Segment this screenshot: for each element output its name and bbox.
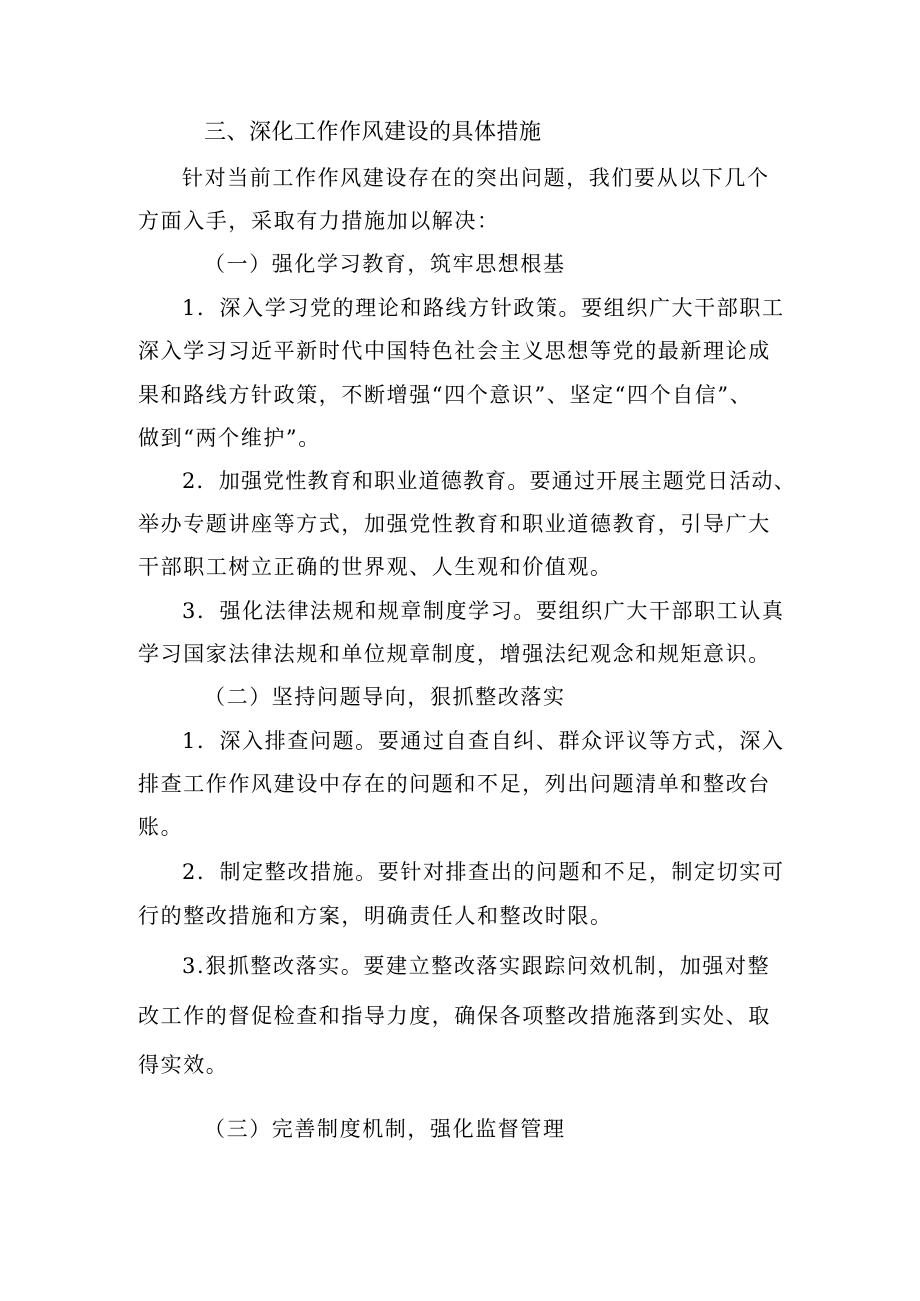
paragraph-line: 1．深入学习党的理论和路线方针政策。要组织广大干部职工 <box>182 296 785 320</box>
paragraph-line: 3．强化法律法规和规章制度学习。要组织广大干部职工认真 <box>182 599 785 623</box>
paragraph-line: 深入学习习近平新时代中国特色社会主义思想等党的最新理论成 <box>138 339 771 363</box>
paragraph-line: 改工作的督促检查和指导力度，确保各项整改措施落到实处、取 <box>138 1004 771 1028</box>
paragraph-line: 学习国家法律法规和单位规章制度，增强法纪观念和规矩意识。 <box>138 642 771 666</box>
intro-line: 针对当前工作作风建设存在的突出问题，我们要从以下几个 <box>182 166 770 190</box>
intro-line: 方面入手，采取有力措施加以解决： <box>138 209 500 233</box>
subsection-title: （三）完善制度机制，强化监督管理 <box>204 1117 566 1141</box>
section-heading: 三、深化工作作风建设的具体措施 <box>204 120 542 145</box>
subsection-title: （二）坚持问题导向，狠抓整改落实 <box>204 685 566 709</box>
paragraph-line: 2．加强党性教育和职业道德教育。要通过开展主题党日活动、 <box>182 469 796 493</box>
subsection-title: （一）强化学习教育，筑牢思想根基 <box>204 252 566 276</box>
document-page <box>138 0 798 1301</box>
paragraph-line: 排查工作作风建设中存在的问题和不足，列出问题清单和整改台 <box>138 772 771 796</box>
paragraph-line: 干部职工树立正确的世界观、人生观和价值观。 <box>138 555 613 579</box>
paragraph-line: 举办专题讲座等方式，加强党性教育和职业道德教育，引导广大 <box>138 512 771 536</box>
paragraph-line: 账。 <box>138 815 184 839</box>
paragraph-line: 1．深入排查问题。要通过自查自纠、群众评议等方式，深入 <box>182 729 785 753</box>
paragraph-line: 3.狠抓整改落实。要建立整改落实跟踪问效机制，加强对整 <box>182 954 771 978</box>
paragraph-line: 得实效。 <box>138 1053 229 1077</box>
paragraph-line: 2．制定整改措施。要针对排查出的问题和不足，制定切实可 <box>182 860 785 884</box>
paragraph-line: 果和路线方针政策，不断增强“四个意识”、坚定“四个自信”、 <box>138 383 753 407</box>
paragraph-line: 做到“两个维护”。 <box>138 426 321 450</box>
paragraph-line: 行的整改措施和方案，明确责任人和整改时限。 <box>138 904 613 928</box>
